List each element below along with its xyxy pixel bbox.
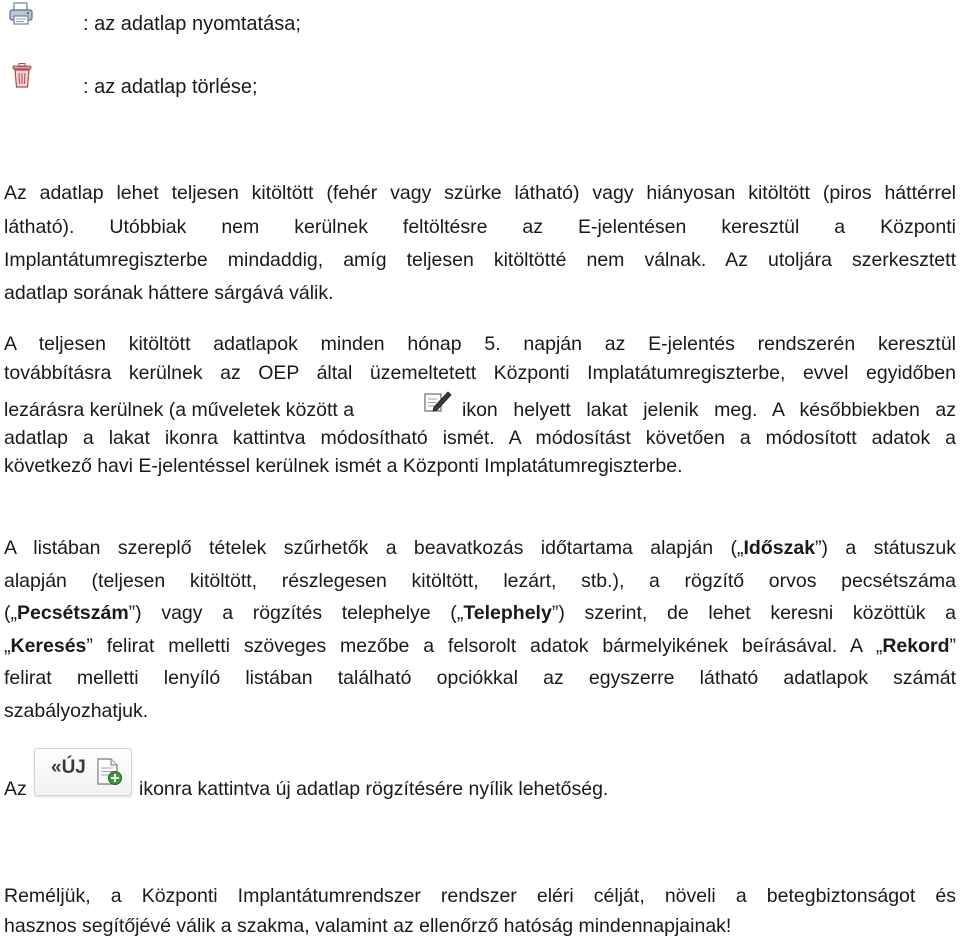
new-record-button-label: «ÚJ [51, 757, 86, 778]
para3-line2: alapján (teljesen kitöltött, részlegesen kitöltött, lezárt, stb.), a rögzítő orvos pecsétszáma [4, 570, 956, 592]
para3-line4: „Keresés” felirat melletti szöveges mezőbe a felsorolt adatok bármelyikének beírásával. A „Rekord” [4, 635, 956, 657]
new-record-button[interactable] [34, 748, 132, 796]
filter-label-idoszak: Időszak [743, 537, 816, 559]
filter-label-pecsetszam: Pecsétszám [17, 602, 129, 624]
para4-prefix: Az [4, 778, 27, 800]
para1-line2: látható). Utóbbiak nem kerülnek feltöltésre az E-jelentésen keresztül a Központi [4, 216, 956, 238]
para4-suffix: ikonra kattintva új adatlap rögzítésére nyílik lehetőség. [139, 778, 609, 800]
para1-line4: adatlap sorának háttere sárgává válik. [4, 282, 334, 304]
para1-line1: Az adatlap lehet teljesen kitöltött (fehér vagy szürke látható) vagy hiányosan kitöltött (piros háttérrel [4, 182, 956, 204]
filter-label-rekord: Rekord [882, 635, 950, 657]
para3-line3: („Pecsétszám”) vagy a rögzítés telephelye („Telephely”) szerint, de lehet keresni közöttük a [4, 602, 956, 624]
para2-line3a: lezárásra kerülnek (a műveletek között a [4, 399, 355, 421]
trash-icon[interactable] [11, 63, 33, 89]
para3-line1: A listában szereplő tételek szűrhetők a beavatkozás időtartama alapján („Időszak”) a státuszuk [4, 537, 956, 559]
filter-label-telephely: Telephely [463, 602, 552, 624]
para2-line1: A teljesen kitöltött adatlapok minden hónap 5. napján az E-jelentés rendszerén keresztül [4, 333, 956, 355]
filter-label-kereses: Keresés [10, 635, 87, 657]
add-document-icon [95, 757, 123, 787]
pencil-edit-icon[interactable] [424, 389, 452, 413]
printer-icon[interactable] [8, 2, 34, 26]
para5-line2: hasznos segítőjévé válik a szakma, valamint az ellenőrző hatóság mindennapjainak! [4, 915, 732, 937]
para5-line1: Reméljük, a Központi Implantátumrendszer rendszer eléri célját, növeli a betegbiztonságot és [4, 885, 956, 907]
para2-line4: adatlap a lakat ikonra kattintva módosítható ismét. A módosítást követően a módosított adatok a [4, 427, 956, 449]
delete-legend-text: : az adatlap törlése; [83, 76, 258, 98]
print-legend-text: : az adatlap nyomtatása; [83, 13, 301, 35]
para2-line3b: ikon helyett lakat jelenik meg. A későbbiekben az [462, 399, 956, 421]
para2-line5: következő havi E-jelentéssel kerülnek ismét a Központi Implatátumregiszterbe. [4, 455, 683, 477]
para2-line2: továbbításra kerülnek az OEP által üzemeltetett Központi Implatátumregiszterbe, evvel egyidőben [4, 362, 956, 384]
para3-line6: szabályozhatjuk. [4, 700, 149, 722]
para3-line5: felirat melletti lenyíló listában található opciókkal az egyszerre látható adatlapok számát [4, 667, 956, 689]
para1-line3: Implantátumregiszterbe mindaddig, amíg teljesen kitöltötté nem válnak. Az utoljára szerkesztett [4, 249, 956, 271]
